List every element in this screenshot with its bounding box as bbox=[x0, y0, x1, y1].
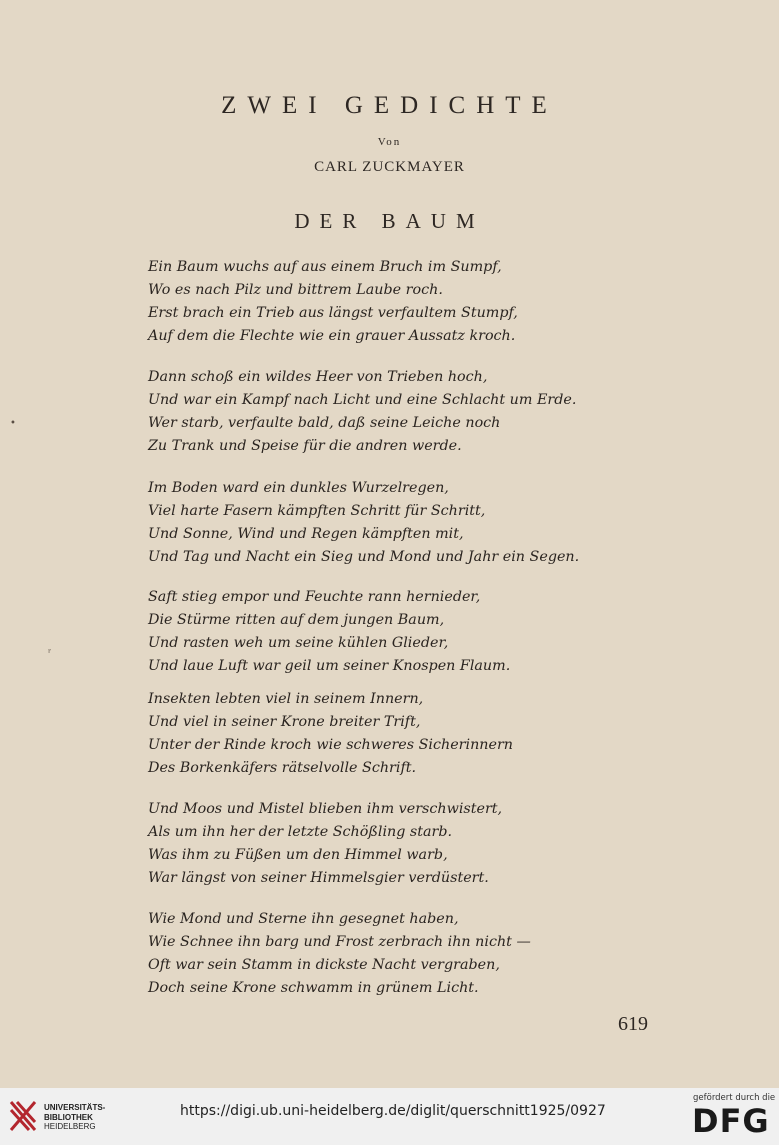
stanza-2 bbox=[148, 366, 576, 458]
stanza-5 bbox=[148, 688, 513, 780]
author-name: CARL ZUCKMAYER bbox=[314, 159, 465, 175]
stanza-3 bbox=[148, 477, 579, 569]
footer-bar bbox=[0, 1088, 779, 1145]
poem-line: Und Sonne, Wind und Regen kämpften mit, bbox=[148, 526, 464, 542]
poem-line: Wie Schnee ihn barg und Frost zerbrach ihn nicht — bbox=[148, 934, 531, 950]
permalink-url[interactable]: https://digi.ub.uni-heidelberg.de/diglit/querschnitt1925/0927 bbox=[180, 1103, 606, 1119]
stanza-6 bbox=[148, 798, 502, 890]
poem-line: Viel harte Fasern kämpften Schritt für Schritt, bbox=[148, 503, 486, 519]
poem-line: Was ihm zu Füßen um den Himmel warb, bbox=[148, 847, 448, 863]
by-line: Von bbox=[377, 136, 402, 148]
poem-line: Auf dem die Flechte wie ein grauer Aussatz kroch. bbox=[148, 328, 516, 344]
stanza-7 bbox=[148, 908, 531, 1000]
stanza-1 bbox=[148, 256, 518, 348]
dfg-logo[interactable]: DFG bbox=[692, 1102, 770, 1140]
poem-line: Wie Mond und Sterne ihn gesegnet haben, bbox=[148, 911, 459, 927]
poem-title: DER BAUM bbox=[294, 209, 485, 233]
scan-speck: • bbox=[10, 418, 16, 429]
poem-line: Oft war sein Stamm in dickste Nacht vergraben, bbox=[148, 957, 500, 973]
poem-line: Insekten lebten viel in seinem Innern, bbox=[148, 691, 424, 707]
library-name bbox=[44, 1103, 105, 1132]
university-library-logo[interactable] bbox=[8, 1098, 38, 1134]
library-name-line: UNIVERSITÄTS- bbox=[44, 1103, 106, 1112]
poem-line: War längst von seiner Himmelsgier verdüstert. bbox=[148, 870, 489, 886]
poem-line: Erst brach ein Trieb aus längst verfaultem Stumpf, bbox=[148, 305, 518, 321]
page-number: 619 bbox=[618, 1013, 648, 1035]
poem-line: Und Tag und Nacht ein Sieg und Mond und Jahr ein Segen. bbox=[148, 549, 580, 565]
poem-line: Im Boden ward ein dunkles Wurzelregen, bbox=[148, 480, 449, 496]
poem-line: Und laue Luft war geil um seiner Knospen Flaum. bbox=[148, 658, 511, 674]
poem-line: Und viel in seiner Krone breiter Trift, bbox=[148, 714, 421, 730]
library-name-line: BIBLIOTHEK bbox=[44, 1112, 93, 1122]
poem-line: Saft stieg empor und Feuchte rann hernieder, bbox=[148, 589, 481, 605]
poem-line: Und rasten weh um seine kühlen Glieder, bbox=[148, 635, 449, 651]
poem-line: Und war ein Kampf nach Licht und eine Schlacht um Erde. bbox=[148, 392, 577, 408]
poem-line: Zu Trank und Speise für die andren werde. bbox=[148, 438, 462, 454]
stanza-4 bbox=[148, 586, 510, 678]
poem-line: Unter der Rinde kroch wie schweres Sicherinnern bbox=[148, 737, 514, 753]
poem-line: Als um ihn her der letzte Schößling starb. bbox=[148, 824, 453, 840]
poem-line: Dann schoß ein wildes Heer von Trieben hoch, bbox=[148, 369, 488, 385]
poem-line: Doch seine Krone schwamm in grünem Licht. bbox=[148, 980, 479, 996]
scan-speck: ʳ bbox=[48, 648, 52, 659]
funded-by-label: gefördert durch die bbox=[693, 1093, 776, 1103]
poem-line: Und Moos und Mistel blieben ihm verschwistert, bbox=[148, 801, 503, 817]
poem-line: Wo es nach Pilz und bittrem Laube roch. bbox=[148, 282, 443, 298]
poem-line: Des Borkenkäfers rätselvolle Schrift. bbox=[148, 760, 417, 776]
library-name-line: HEIDELBERG bbox=[44, 1122, 96, 1131]
poem-line: Wer starb, verfaulte bald, daß seine Leiche noch bbox=[148, 415, 501, 431]
page-title: ZWEI GEDICHTE bbox=[221, 92, 558, 119]
poem-line: Ein Baum wuchs auf aus einem Bruch im Sumpf, bbox=[148, 259, 502, 275]
poem-line: Die Stürme ritten auf dem jungen Baum, bbox=[148, 612, 445, 628]
